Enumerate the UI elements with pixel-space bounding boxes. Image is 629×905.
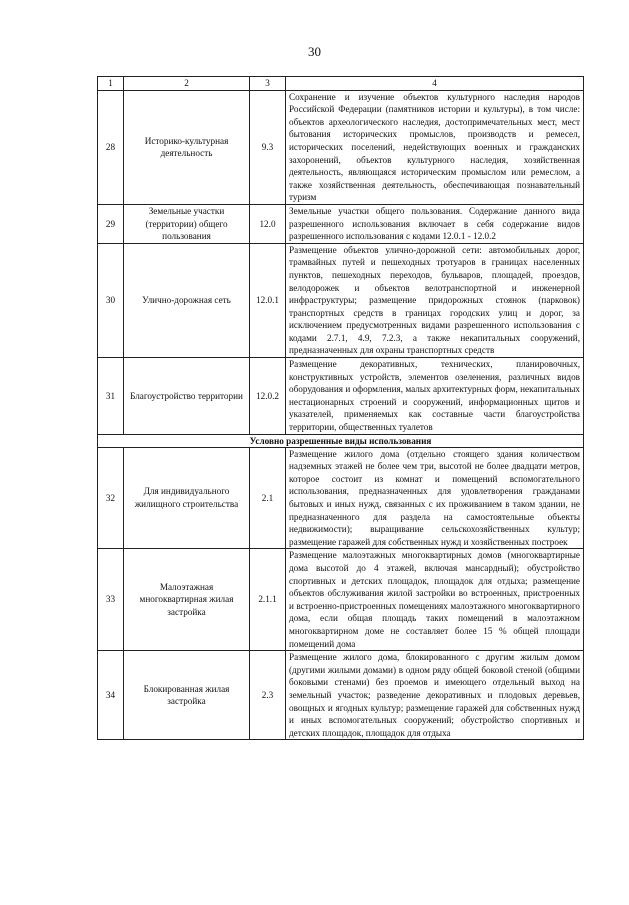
use-type-name: Для индивидуального жилищного строительства: [124, 447, 250, 549]
use-type-name: Благоустройство территории: [124, 358, 250, 435]
table-header-row: [98, 77, 584, 91]
header-col-3: 3: [250, 77, 286, 91]
use-type-description: Земельные участки общего пользования. Содержание данного вида разрешенного использования включает в себя содержание видов разрешенного использования с кодами 12.0.1 - 12.0.2: [286, 204, 584, 243]
use-type-description: Размещение жилого дома, блокированного с другим жилым домом (другими жилыми домами) в одном ряду общей боковой стеной (общими боковыми стенами) без проемов и имеющего отдельный выход на земельный участок; разведение декоративных и плодовых деревьев, овощных и ягодных культур; размещение гаражей для собственных нужд и иных вспомогательных сооружений; обустройство спортивных и детских площадок, площадок для отдыха: [286, 651, 584, 740]
use-type-description: Размещение малоэтажных многоквартирных домов (многоквартирные дома высотой до 4 этажей, включая мансардный); обустройство спортивных и детских площадок, площадок для отдыха; размещение объектов обслуживания жилой застройки во встроенных, пристроенных и встроенно-пристроенных помещениях малоэтажного многоквартирного дома, если общая площадь таких помещений в малоэтажном многоквартирном доме не составляет более 15 % общей площади помещений дома: [286, 549, 584, 651]
use-type-description: Сохранение и изучение объектов культурного наследия народов Российской Федерации (памятников истории и культуры), в том числе: объектов археологического наследия, достопримечательных мест, мест бытования исторических промыслов, производств и ремесел, исторических поселений, недействующих военных и гражданских захоронений, объектов культурного наследия, хозяйственная деятельность, являющаяся историческим промыслом или ремеслом, а также хозяйственная деятельность, обеспечивающая познавательный туризм: [286, 90, 584, 204]
row-number: 31: [98, 358, 124, 435]
page-number: 30: [308, 44, 321, 59]
use-type-code: 2.1: [250, 447, 286, 549]
table-row: [98, 243, 584, 357]
use-type-name: Земельные участки (территории) общего пользования: [124, 204, 250, 243]
row-number: 33: [98, 549, 124, 651]
row-number: 32: [98, 447, 124, 549]
row-number: 30: [98, 243, 124, 357]
use-type-name: Улично-дорожная сеть: [124, 243, 250, 357]
table-row: [98, 204, 584, 243]
section-header-row: [98, 434, 584, 447]
row-number: 29: [98, 204, 124, 243]
use-type-code: 2.1.1: [250, 549, 286, 651]
use-type-code: 12.0.2: [250, 358, 286, 435]
section-title: Условно разрешенные виды использования: [98, 434, 584, 447]
header-col-1: 1: [98, 77, 124, 91]
header-col-2: 2: [124, 77, 250, 91]
table-row: [98, 447, 584, 549]
use-type-name: Малоэтажная многоквартирная жилая застройка: [124, 549, 250, 651]
use-type-description: Размещение объектов улично-дорожной сети: автомобильных дорог, трамвайных путей и пешеходных тротуаров в границах населенных пунктов, пешеходных переходов, бульваров, площадей, проездов, велодорожек и объектов велотранспортной и инженерной инфраструктуры; размещение придорожных стоянок (парковок) транспортных средств в границах городских улиц и дорог, за исключением предусмотренных видами разрешенного использования с кодами 2.7.1, 4.9, 7.2.3, а также некапитальных сооружений, предназначенных для охраны транспортных средств: [286, 243, 584, 357]
use-type-code: 12.0.1: [250, 243, 286, 357]
use-type-description: Размещение декоративных, технических, планировочных, конструктивных устройств, элементов озеленения, различных видов оборудования и оформления, малых архитектурных форм, некапитальных нестационарных строений и сооружений, информационных щитов и указателей, применяемых как составные части благоустройства территории, общественных туалетов: [286, 358, 584, 435]
table-row: [98, 90, 584, 204]
land-use-table: [97, 76, 584, 740]
use-type-code: 9.3: [250, 90, 286, 204]
use-type-code: 2.3: [250, 651, 286, 740]
use-type-description: Размещение жилого дома (отдельно стоящего здания количеством надземных этажей не более чем три, высотой не более двадцати метров, которое состоит из комнат и помещений вспомогательного использования, предназначенных для удовлетворения гражданами бытовых и иных нужд, связанных с их проживанием в таком здании, не предназначенного для раздела на самостоятельные объекты недвижимости); выращивание сельскохозяйственных культур; размещение гаражей для собственных нужд и хозяйственных построек: [286, 447, 584, 549]
use-type-code: 12.0: [250, 204, 286, 243]
table-row: [98, 549, 584, 651]
table-row: [98, 651, 584, 740]
row-number: 28: [98, 90, 124, 204]
use-type-name: Блокированная жилая застройка: [124, 651, 250, 740]
use-type-name: Историко-культурная деятельность: [124, 90, 250, 204]
header-col-4: 4: [286, 77, 584, 91]
table-row: [98, 358, 584, 435]
row-number: 34: [98, 651, 124, 740]
